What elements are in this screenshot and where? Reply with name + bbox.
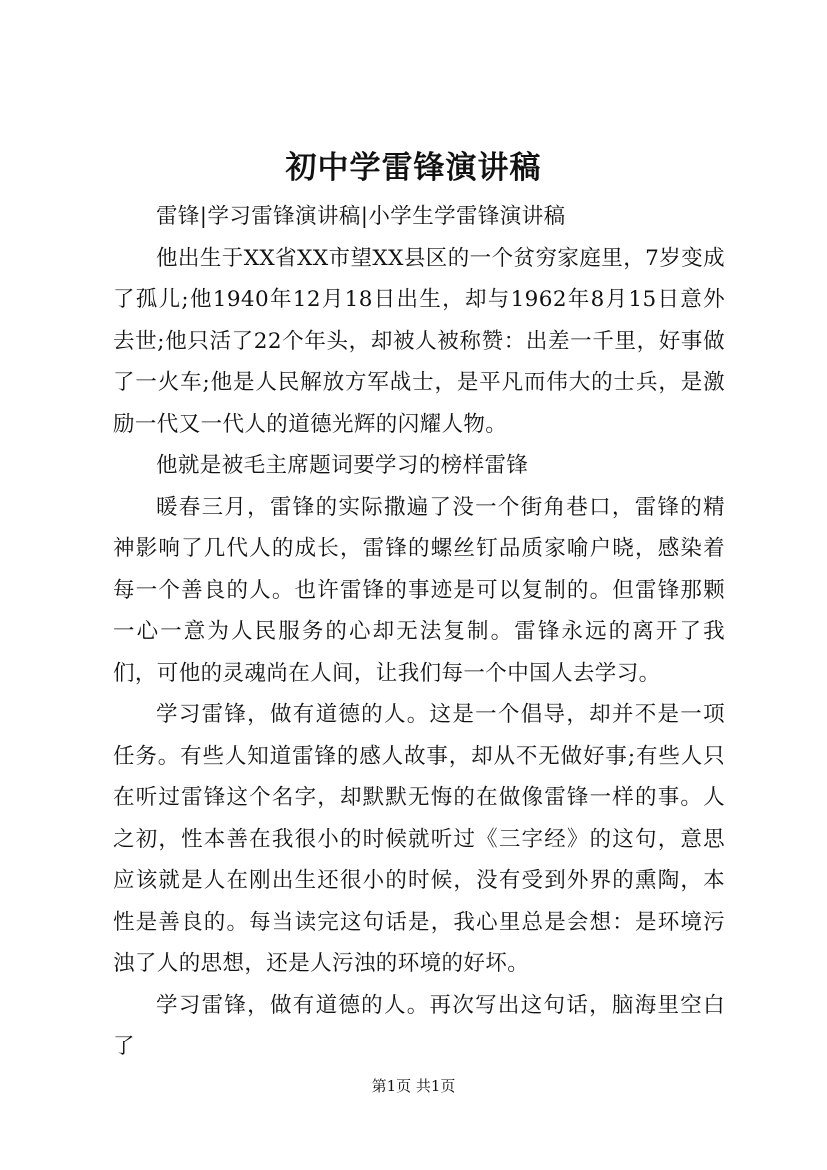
paragraph-biography: 他出生于XX省XX市望XX县区的一个贫穷家庭里，7岁变成了孤儿;他1940年12月18日出生，却与1962年8月15日意外去世;他只活了22个年头，却被人被称赞：出差一千里，好事做了一火车;他是人民解放方军战士，是平凡而伟大的士兵，是激励一代又一代人的道德光辉的闪耀人物。 bbox=[113, 245, 725, 437]
paragraph-role-model: 他就是被毛主席题词要学习的榜样雷锋 bbox=[156, 453, 529, 478]
document-title: 初中学雷锋演讲稿 bbox=[285, 150, 542, 186]
paragraph-learn-morality: 学习雷锋，做有道德的人。这是一个倡导，却并不是一项任务。有些人知道雷锋的感人故事，却从不无做好事;有些人只在听过雷锋这个名字，却默默无悔的在做像雷锋一样的事。人之初，性本善在我很小的时候就听过《三字经》的这句，意思应该就是人在刚出生还很小的时候，没有受到外界的熏陶，本性是善良的。每当读完这句话是，我心里总是会想：是环境污浊了人的思想，还是人污浊的环境的好坏。 bbox=[113, 702, 725, 976]
paragraph-spring-march: 暖春三月，雷锋的实际撒遍了没一个街角巷口，雷锋的精神影响了几代人的成长，雷锋的螺丝钉品质家喻户晓，感染着每一个善良的人。也许雷锋的事迹是可以复制的。但雷锋那颗一心一意为人民服务的心却无法复制。雷锋永远的离开了我们，可他的灵魂尚在人间，让我们每一个中国人去学习。 bbox=[113, 494, 725, 686]
paragraph-learn-again: 学习雷锋，做有道德的人。再次写出这句话，脑海里空白了 bbox=[113, 992, 725, 1059]
document-body bbox=[113, 196, 725, 1068]
paragraph-tags: 雷锋|学习雷锋演讲稿|小学生学雷锋演讲稿 bbox=[156, 204, 566, 229]
page-footer: 第1页 共1页 bbox=[371, 1077, 456, 1095]
